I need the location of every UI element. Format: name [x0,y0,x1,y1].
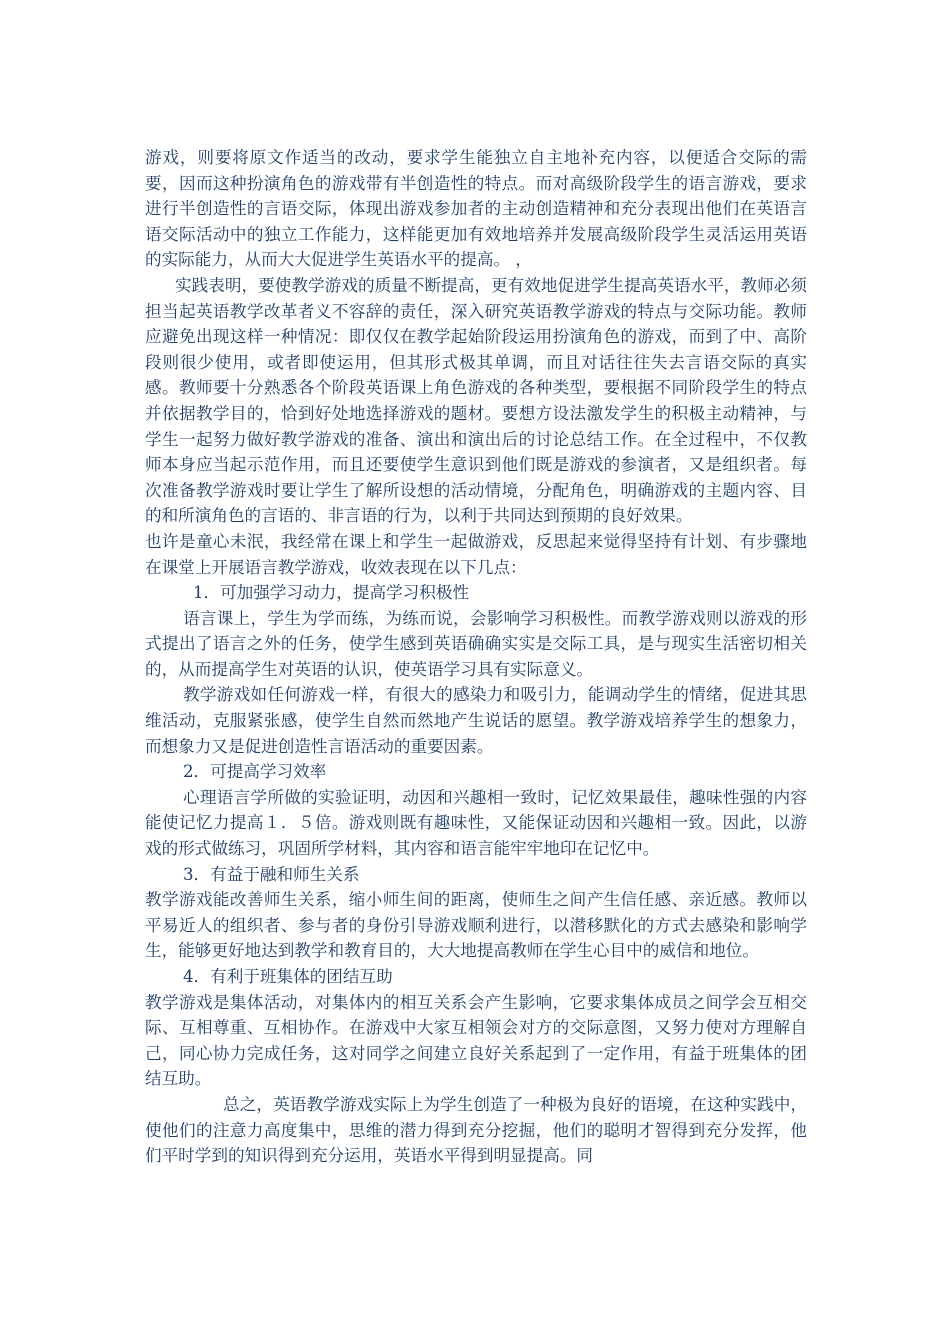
paragraph-language-class: 语言课上，学生为学而练，为练而说，会影响学习积极性。而教学游戏则以游戏的形式提出了语言之外的任务，使学生感到英语确确实实是交际工具，是与现实生活密切相关的，从而提高学生对英语的认识，使英语学习具有实际意义。 [145,608,807,679]
paragraph-reflection: 也许是童心未泯，我经常在课上和学生一起做游戏，反思起来觉得坚持有计划、有步骤地在课堂上开展语言教学游戏，收效表现在以下几点： [145,531,807,577]
paragraph-unity: 教学游戏是集体活动，对集体内的相互关系会产生影响，它要求集体成员之间学会互相交际、互相尊重、互相协作。在游戏中大家互相领会对方的交际意图，又努力使对方理解自己，同心协力完成任务，这对同学之间建立良好关系起到了一定作用，有益于班集体的团结互助。 [145,992,807,1089]
heading-2-efficiency: 2．可提高学习效率 [183,762,327,782]
paragraph-summary: 总之，英语教学游戏实际上为学生创造了一种极为良好的语境，在这种实践中，使他们的注意力高度集中，思维的潜力得到充分挖掘，他们的聪明才智得到充分发挥，他们平时学到的知识得到充分运用，英语水平得到明显提高。同 [145,1094,807,1166]
paragraph-psycholinguistics: 心理语言学所做的实验证明，动因和兴趣相一致时，记忆效果最佳，趣味性强的内容能使记忆力提高１．５倍。游戏则既有趣味性，又能保证动因和兴趣相一致。因此，以游戏的形式做练习，巩固所学材料，其内容和语言能牢牢地印在记忆中。 [145,787,807,859]
paragraph-appeal: 教学游戏如任何游戏一样，有很大的感染力和吸引力，能调动学生的情绪，促进其思维活动，克服紧张感，使学生自然而然地产生说话的愿望。教学游戏培养学生的想象力，而想象力又是促进创造性言语活动的重要因素。 [145,685,807,756]
paragraph-practice: 实践表明，要使教学游戏的质量不断提高，更有效地促进学生提高英语水平，教师必须担当起英语教学改革者义不容辞的责任，深入研究英语教学游戏的特点与交际功能。教师应避免出现这样一种情况：即仅仅在教学起始阶段运用扮演角色的游戏，而到了中、高阶段则很少使用，或者即使运用，但其形式极其单调，而且对话往往失去言语交际的真实感。教师要十分熟悉各个阶段英语课上角色游戏的各种类型，要根据不同阶段学生的特点并依据教学目的，恰到好处地选择游戏的题材。要想方设法激发学生的积极主动精神，与学生一起努力做好教学游戏的准备、演出和演出后的讨论总结工作。在全过程中，不仅教师本身应当起示范作用，而且还要使学生意识到他们既是游戏的参演者，又是组织者。每次准备教学游戏时要让学生了解所设想的活动情境，分配角色，明确游戏的主题内容、目的和所演角色的言语的、非言语的行为，以利于共同达到预期的良好效果。 [145,275,807,526]
paragraph-relationship: 教学游戏能改善师生关系，缩小师生间的距离，使师生之间产生信任感、亲近感。教师以平易近人的组织者、参与者的身份引导游戏顺利进行，以潜移默化的方式去感染和影响学生，能够更好地达到教学和教育目的，大大地提高教师在学生心目中的威信和地位。 [145,890,807,961]
heading-4-unity: 4．有利于班集体的团结互助 [183,967,393,986]
document-page [145,145,807,1169]
heading-3-relationship: 3．有益于融和师生关系 [183,864,360,884]
paragraph-intro: 游戏，则要将原文作适当的改动，要求学生能独立自主地补充内容，以便适合交际的需要，因而这种扮演角色的游戏带有半创造性的特点。而对高级阶段学生的语言游戏，要求进行半创造性的言语交际，体现出游戏参加者的主动创造精神和充分表现出他们在英语言语交际活动中的独立工作能力，这样能更加有效地培养并发展高级阶段学生灵活运用英语的实际能力，从而大大促进学生英语水平的提高。 ， [145,148,807,270]
heading-1-motivation: 1．可加强学习动力，提高学习积极性 [193,583,470,603]
